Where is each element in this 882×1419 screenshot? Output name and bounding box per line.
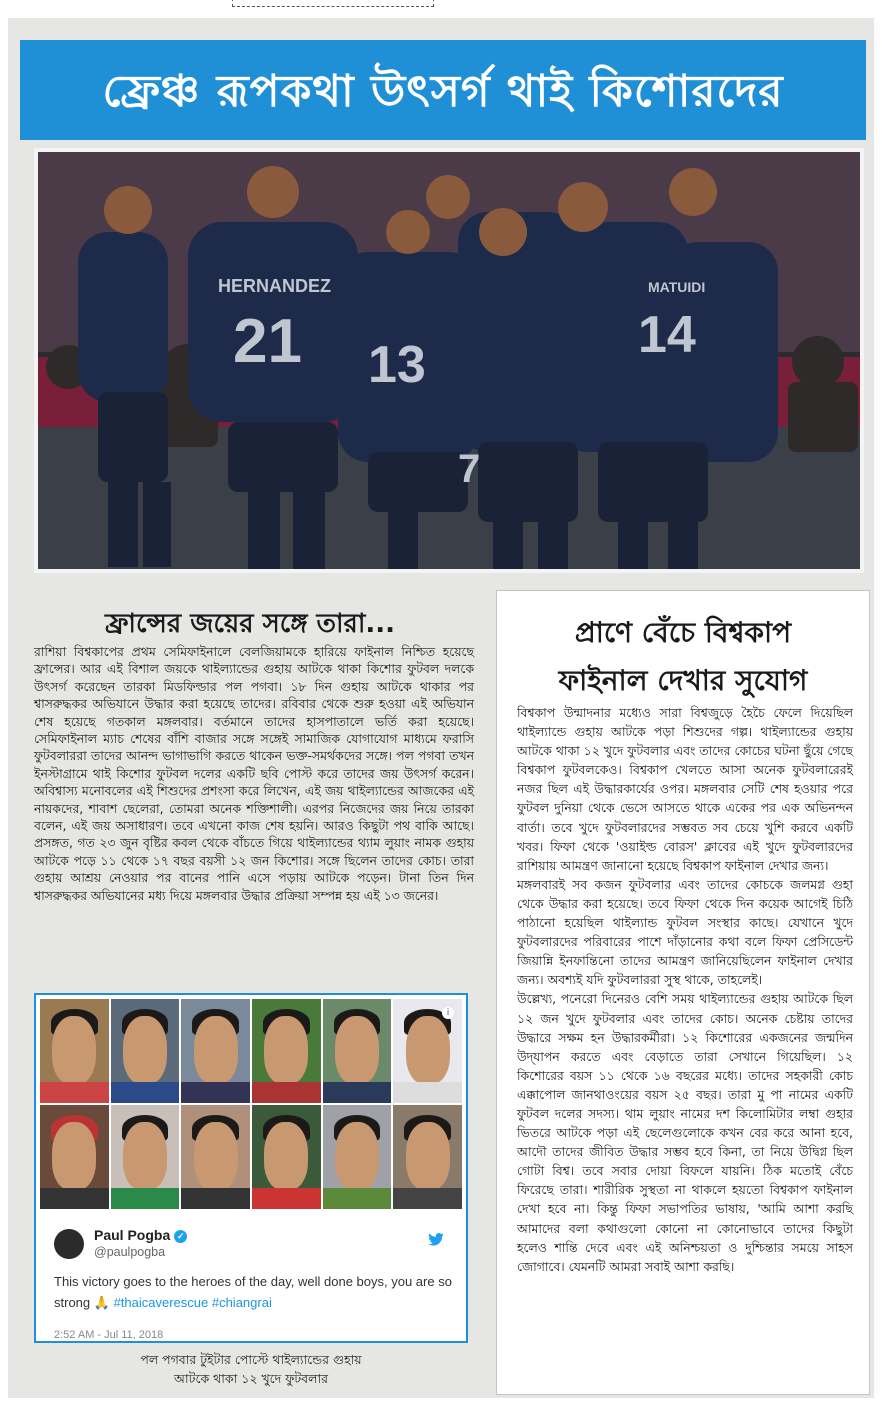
tweet-timestamp[interactable]: 2:52 AM - Jul 11, 2018 (54, 1329, 164, 1339)
boy-photo (252, 1105, 321, 1209)
jersey-number-1: 21 (233, 307, 302, 376)
boy-photo (40, 1105, 109, 1209)
left-article-body: রাশিয়া বিশ্বকাপের প্রথম সেমিফাইনালে বেলজিয়ামকে হারিয়ে ফাইনাল নিশ্চিত হয়েছে ফ্রান্সের। আর এই বিশাল জয়কে থাইল্যান্ডের গুহায় আটকে থাকা কিশোর ফুটবল দলকে উৎসর্গ করেছেন তারকা মিডফিল্ডার পল পগবা। ১৮ দিন গুহায় আটকে থাকার পর শ্বাসরুদ্ধকর অভিযানে উদ্ধার করা হয়েছে তাদের। রবিবার থেকে শুরু হওয়া এই অভিযান শেষ হয়েছে গতকাল মঙ্গলবার। বর্তমানে তাদের হাসপাতালে ভর্তি করা হয়েছে। সেমিফাইনাল ম্যাচ শেষের বাঁশি বাজার সঙ্গে সঙ্গেই সামাজিক যোগাযোগ মাধ্যমে ফরাসি ফুটবলাররা তাদের আনন্দ ভাগাভাগি করতে থাকেন ভক্ত-সমর্থকদের সঙ্গে। পল পগবা তখন ইনস্টাগ্রামে থাই কিশোর ফুটবল দলের একটি ছবি পোস্ট করে তাদের জয় উৎসর্গ করেন। অবিশ্বাস্য মনোবলের এই শিশুদের প্রশংসা করে লিখেন, এই জয় থাইল্যান্ডের আজকের এই নায়কদের, শাবাশ ছেলেরা, তোমরা অনেক শক্তিশালী। এরপর নিজেদের জয় নিয়ে তারকা বলেন, এই জয় অসাধারণ। তবে এখনো কাজ শেষ হয়নি। আরও কিছুটা পথ বাকি আছে। প্রসঙ্গত, গত ২৩ জুন বৃষ্টির কবল থেকে বাঁচতে গিয়ে থাইল্যান্ডের থ্যাম লুয়াং নামক গুহায় আটকে পড়ে ১১ থেকে ১৭ বছর বয়সী ১২ জন কিশোর। সঙ্গে ছিলেন তাদের কোচ। তারা গুহায় আশ্রয় নেওয়ার পর বানের পানি এসে পড়ায় আটকে পড়েন। টানা তিন দিন শ্বাসরুদ্ধকর অভিযানের মধ্য দিয়ে মঙ্গলবার উদ্ধার প্রক্রিয়া সম্পন্ন হয় এই ১৩ জনের। (34, 644, 474, 903)
right-article-body (517, 703, 853, 1276)
boys-photo-collage (40, 999, 462, 1209)
boy-photo (40, 999, 109, 1103)
boy-photo (252, 999, 321, 1103)
tweet-author-handle[interactable]: @paulpogba (94, 1245, 166, 1259)
right-article-headline: প্রাণে বেঁচে বিশ্বকাপ ফাইনাল দেখার সুযোগ (558, 616, 808, 697)
left-article-headline: ফ্রান্সের জয়ের সঙ্গে তারা... (104, 609, 396, 639)
avatar[interactable] (54, 1229, 84, 1259)
tweet-hashtags[interactable]: #thaicaverescue #chiangrai (113, 1295, 272, 1310)
info-icon[interactable]: i (442, 1007, 454, 1019)
right-article-paragraph: মঙ্গলবারই সব কজন ফুটবলার এবং তাদের কোচকে জলমগ্ন গুহা থেকে উদ্ধার করা হয়েছে। তবে ফিফা থেকে দিন কয়েক আগেই চিঠি পাঠানো হয়েছিল থাইল্যান্ড ফুটবল সংস্থার কাছে। যেখানে খুদে ফুটবলারদের পরিবারের পাশে দাঁড়ানোর কথা বলে ফিফা প্রেসিডেন্ট জিয়ান্নি ইনফান্তিনো তাদের আমন্ত্রণ জানিয়েছিলেন ফাইনাল দেখার জন্য। অবশ্যই যদি ফুটবলাররা সুস্থ থাকে, তাহলেই। (517, 876, 853, 988)
embedded-tweet[interactable] (34, 993, 468, 1343)
tweet-text: This victory goes to the heroes of the day, well done boys, you are so strong 🙏 #thaicaverescue #chiangrai (54, 1274, 452, 1310)
team-celebration-photo (34, 148, 864, 573)
right-article-paragraph: বিশ্বকাপ উন্মাদনার মধ্যেও সারা বিশ্বজুড়ে হৈচৈ ফেলে দিয়েছিল থাইল্যান্ডে গুহায় আটকে পড়া শিশুদের গল্প। থাইল্যান্ডের গুহায় আটকে থাকা ১২ খুদে ফুটবলার এবং তাদের কোচের ঘটনা ছুঁয়ে গেছে বিশ্বকাপ ফুটবলকেও। বিশ্বকাপ খেলতে আসা অনেক ফুটবলারেরই নজর ছিল এই উদ্ধারকার্যের ওপর। মঙ্গলবার সেটি শেষ হওয়ার পরে ফুটবল দুনিয়া থেকে ভেসে আসতে থাকে একের পর এক অভিনন্দন বার্তা। তবে খুদে ফুটবলারদের সম্ভবত সব চেয়ে খুশি করবে একটি খবর। ফিফা থেকে 'ওয়াইল্ড বোরস' ক্লাবের এই খুদে ফুটবলারদের রাশিয়ায় আমন্ত্রণ জানানো হয়েছে বিশ্বকাপ ফাইনাল দেখার জন্য। (517, 705, 853, 873)
boy-photo (111, 1105, 180, 1209)
verified-icon: ✓ (174, 1230, 187, 1243)
boy-photo (181, 999, 250, 1103)
boy-photo (323, 1105, 392, 1209)
jersey-number-3: 14 (638, 306, 696, 364)
boy-photo (393, 1105, 462, 1209)
jersey-number-4: 7 (458, 447, 481, 491)
twitter-bird-icon[interactable] (428, 1233, 444, 1246)
right-article (496, 590, 870, 1395)
headline-banner (20, 40, 866, 140)
page-top-tab (232, 0, 434, 7)
jersey-name-1: HERNANDEZ (218, 276, 332, 296)
tweet-author-name[interactable]: Paul Pogba ✓ (94, 1227, 187, 1243)
photo-caption: পল পগবার টুইটার পোস্টে থাইল্যান্ডের গুহায় আটকে থাকা ১২ খুদে ফুটবলার (140, 1352, 362, 1386)
banner-title: ফ্রেঞ্চ রূপকথা উৎসর্গ থাই কিশোরদের (102, 66, 784, 117)
boy-photo (181, 1105, 250, 1209)
jersey-name-3: MATUIDI (648, 279, 706, 295)
newspaper-page (8, 18, 874, 1398)
right-article-paragraph: উল্লেখ্য, পনেরো দিনেরও বেশি সময় থাইল্যান্ডের গুহায় আটকে ছিল ১২ জন খুদে ফুটবলার এবং তাদের কোচ। অনেক চেষ্টায় তাদের উদ্ধারে সক্ষম হন উদ্ধারকর্মীরা। ১২ কিশোরের একজনের জন্মদিন উদ্‌যাপন করতে এবং বেড়াতে তারা সেখানে গিয়েছিল। ১২ কিশোরের বয়স ১১ থেকে ১৬ বছরের মধ্যে। তাদের সহকারী কোচ এক্কাপোল জানথাওংয়ের বয়স ২৫ বছর। তারা মু পা নামের একটি ফুটবল দলের সদস্য। থাম লুয়াং নামের দশ কিলোমিটার লম্বা গুহার ভিতরে আটকে পড়া এই ছেলেগুলোকে কখন বের করে আনা হবে, আদৌ তাদের জীবিত উদ্ধার সম্ভব হবে কিনা, তা নিয়ে উদ্বিগ্ন ছিল গোটা বিশ্ব। তবে সবার দোয়া বিফলে যায়নি। ঠিক মতোই বেঁচে ফিরেছে তারা। শারীরিক সুস্থতা না থাকলে হয়তো বিশ্বকাপ ফাইনাল দেখা হবে না। কিন্তু ফিফা সভাপতির ভাষায়, 'আমি আশা করছি আমাদের বলা কথাগুলো কোনো না কোনোভাবে তাদের কিছুটা হলেও শান্তি দেবে এবং এই অনিশ্চয়তা ও দুশ্চিন্তার সময়ে সাহস জোগাবে। যেমনটি আমরা সবাই আশা করছি। (517, 991, 853, 1274)
boy-photo (111, 999, 180, 1103)
jersey-number-2: 13 (368, 336, 426, 394)
celebration-illustration (38, 152, 860, 569)
boy-photo (323, 999, 392, 1103)
